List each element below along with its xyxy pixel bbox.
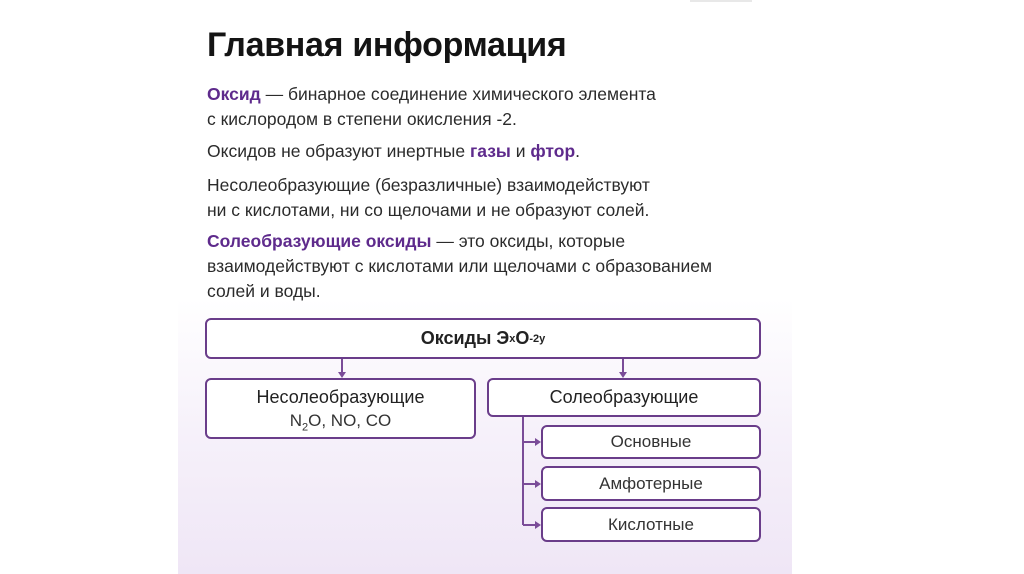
connector-root-to-non-salt [341,359,343,373]
oxide-definition-line1: — бинарное соединение химического элемента [260,84,656,104]
term-fluorine: фтор [530,141,576,161]
non-salt-forming-examples [290,409,392,433]
no-oxides-text: Оксидов не образуют инертные [207,141,470,161]
non-salt-forming-box [205,378,476,439]
paragraph-non-salt-forming [207,173,650,223]
non-salt-line2: ни с кислотами, ни со щелочами и не образуют солей. [207,200,650,220]
example-rest: O, NO, CO [308,410,392,430]
connector-root-to-salt [622,359,624,373]
term-salt-forming-oxides: Солеобразующие оксиды [207,231,432,251]
non-salt-line1: Несолеобразующие (безразличные) взаимодействуют [207,175,650,195]
salt-forming-trunk-line [522,417,524,525]
example-n: N [289,410,303,430]
salt-forming-line1: — это оксиды, которые [431,231,626,251]
salt-forming-label: Солеобразующие [549,387,699,407]
example-sub-2: 2 [302,420,309,433]
paragraph-oxide-definition [207,82,656,132]
paragraph-no-oxides [207,139,580,164]
top-divider [690,0,752,2]
amphoteric-oxides-label: Амфотерные [599,473,703,493]
root-label: Оксиды Э [420,328,510,348]
page-title: Главная информация [207,26,567,64]
basic-oxides-label: Основные [610,432,692,451]
basic-oxides-box [541,425,761,459]
non-salt-forming-label: Несолеобразующие [256,386,425,407]
paragraph-salt-forming [207,229,712,304]
acidic-oxides-box [541,507,761,542]
root-oxygen: O [515,328,530,348]
oxide-definition-line2: с кислородом в степени окисления -2. [207,109,517,129]
salt-forming-line2: взаимодействуют с кислотами или щелочами с образованием [207,256,713,276]
period-text: . [575,141,581,161]
oxides-root-box: Оксиды Э x O -2 y [205,318,761,359]
term-oxide: Оксид [207,84,261,104]
salt-forming-line3: солей и воды. [207,281,321,301]
acidic-oxides-label: Кислотные [608,514,694,534]
and-text: и [510,141,531,161]
salt-forming-box [487,378,761,417]
amphoteric-oxides-box [541,466,761,501]
term-gases: газы [469,141,511,161]
